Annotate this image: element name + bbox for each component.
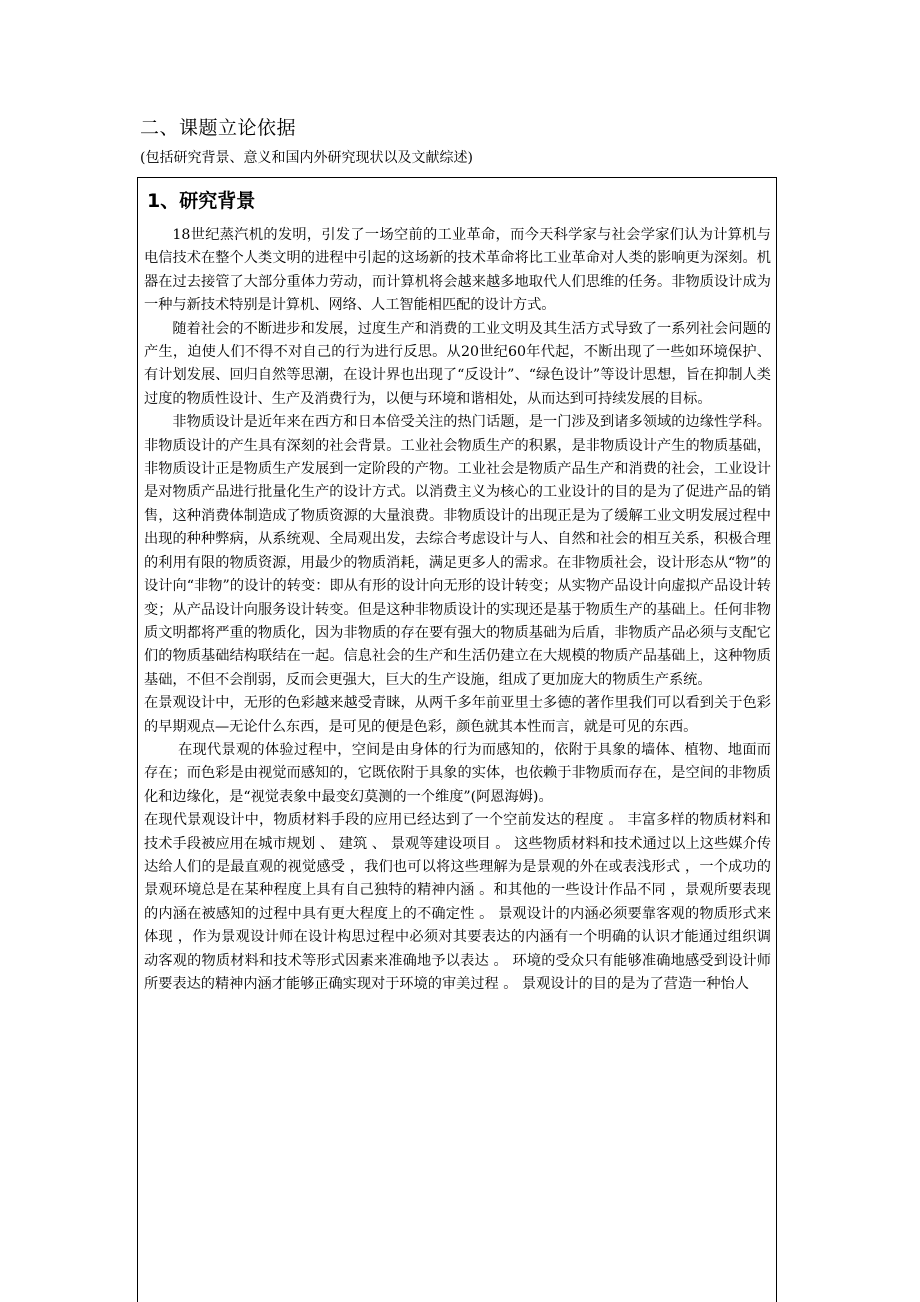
section-subtitle: (包括研究背景、意义和国内外研究现状以及文献综述) [140, 150, 473, 166]
paragraph-social-development: 随着社会的不断进步和发展，过度生产和消费的工业文明及其生活方式导致了一系列社会问题的产生，迫使人们不得不对自己的行为进行反思。从20世纪60年代起，不断出现了一些如环境保护、有计划发展、回归自然等思潮，在设计界也出现了“反设计”、“绿色设计”等设计思想，旨在抑制人类过度的物质性设计、生产及消费行为，以便与环境和谐相处，从而达到可持续发展的目标。 [144, 320, 771, 407]
paragraph-immaterial-design: 非物质设计是近年来在西方和日本倍受关注的热门话题，是一门涉及到诸多领域的边缘性学科。非物质设计的产生具有深刻的社会背景。工业社会物质生产的积累，是非物质设计产生的物质基础，非物质设计正是物质生产发展到一定阶段的产物。工业社会是物质产品生产和消费的社会，工业设计是对物质产品进行批量化生产的设计方式。以消费主义为核心的工业设计的目的是为了促进产品的销售，这种消费体制造成了物质资源的大量浪费。非物质设计的出现正是为了缓解工业文明发展过程中出现的种种弊病，从系统观、全局观出发，去综合考虑设计与人、自然和社会的相互关系，积极合理的利用有限的物质资源，用最少的物质消耗，满足更多人的需求。在非物质社会，设计形态从“物”的设计向“非物”的设计的转变：即从有形的设计向无形的设计转变；从实物产品设计向虚拟产品设计转变；从产品设计向服务设计转变。但是这种非物质设计的实现还是基于物质生产的基础上。任何非物质文明都将严重的物质化，因为非物质的存在要有强大的物质基础为后盾，非物质产品必须与支配它们的物质基础结构联结在一起。信息社会的生产和生活仍建立在大规模的物质产品基础上，这种物质基础，不但不会削弱，反而会更强大，巨大的生产设施，组成了更加庞大的物质生产系统。 [144, 414, 771, 688]
section-heading: 二、课题立论依据 [140, 117, 297, 139]
box-title: 1、研究背景 [147, 190, 256, 212]
paragraph-material-means: 在现代景观设计中，物质材料手段的应用已经达到了一个空前发达的程度 。 丰富多样的物质材料和技术手段被应用在城市规划 、 建筑 、 景观等建设项目 。 这些物质材料和技术通过以上这些媒介传达给人们的是最直观的视觉感受 ，我们也可以将这些理解为是景观的外在或表浅形式 ，一个成功的景观环境总是在某种程度上具有自己独特的精神内涵 。和其他的一些设计作品不同 ，景观所要表现的内涵在被感知的过程中具有更大程度上的不确定性 。 景观设计的内涵必须要靠客观的物质形式来体现 ，作为景观设计师在设计构思过程中必须对其要表达的内涵有一个明确的认识才能通过组织调动客观的物质材料和技术等形式因素来准确地予以表达 。 环境的受众只有能够准确地感受到设计师所要表达的精神内涵才能够正确实现对于环境的审美过程 。 景观设计的目的是为了营造一种怡人 [144, 812, 771, 992]
paragraph-landscape-color: 在景观设计中，无形的色彩越来越受青睐，从两千多年前亚里士多德的著作里我们可以看到关于色彩的早期观点—无论什么东西，是可见的便是色彩，颜色就其本性而言，就是可见的东西。 [144, 695, 771, 735]
content-box [137, 177, 777, 1302]
paragraph-steam-engine: 18世纪蒸汽机的发明，引发了一场空前的工业革命，而今天科学家与社会学家们认为计算机与电信技术在整个人类文明的进程中引起的这场新的技术革命将比工业革命对人类的影响更为深刻。机器在过去接管了大部分重体力劳动，而计算机将会越来越多地取代人们思维的任务。非物质设计成为一种与新技术特别是计算机、网络、人工智能相匹配的设计方式。 [144, 227, 771, 314]
paragraph-modern-landscape-space: 在现代景观的体验过程中，空间是由身体的行为而感知的，依附于具象的墙体、植物、地面而存在；而色彩是由视觉而感知的，它既依附于具象的实体，也依赖于非物质而存在，是空间的非物质化和边缘化，是“视觉表象中最变幻莫测的一个维度”(阿恩海姆)。 [144, 741, 771, 805]
